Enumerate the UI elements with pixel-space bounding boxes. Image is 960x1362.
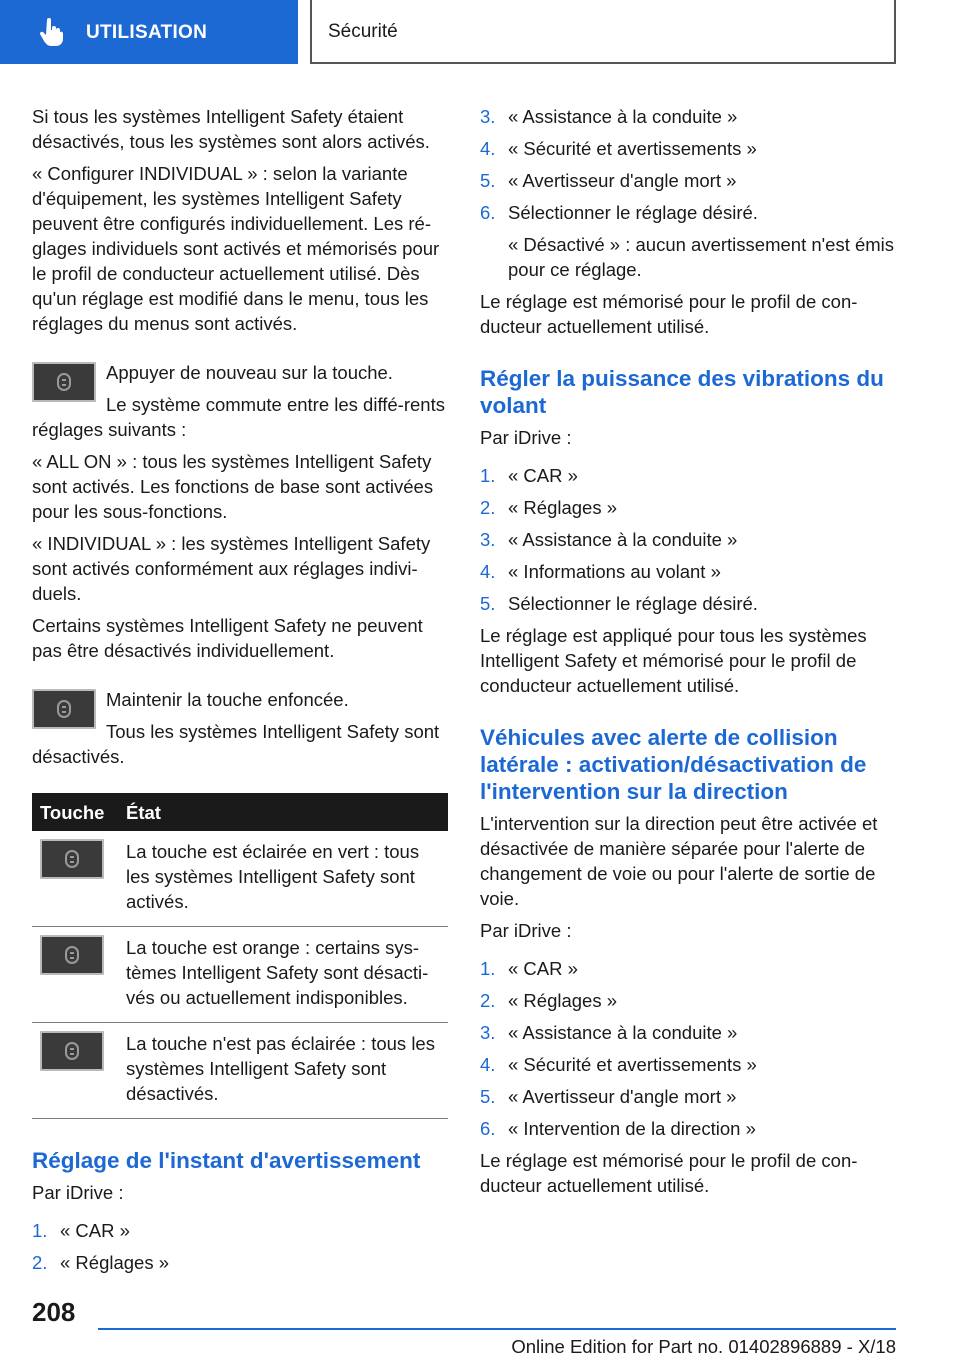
step-list bbox=[480, 956, 896, 1141]
paragraph: « ALL ON » : tous les systèmes Intelligent Safety sont activés. Les fonctions de base sont activées pour les sous-fonctions. bbox=[32, 451, 434, 522]
table-cell-state: La touche est orange : certains sys‐tèmes Intelligent Safety sont désacti‐vés ou actuellement indisponibles. bbox=[118, 927, 448, 1023]
table-cell-state: La touche est éclairée en vert : tous les systèmes Intelligent Safety sont activés. bbox=[118, 831, 448, 927]
table-header-row bbox=[32, 793, 448, 831]
step-list bbox=[480, 104, 896, 225]
table-row bbox=[32, 1023, 448, 1119]
list-item: 3. « Assistance à la conduite » bbox=[480, 529, 738, 550]
intelligent-safety-button-icon bbox=[40, 839, 104, 879]
page-number: 208 bbox=[32, 1297, 76, 1327]
step-list bbox=[32, 1218, 448, 1275]
instruction-text: Maintenir la touche enfoncée. bbox=[106, 689, 349, 710]
table-row bbox=[32, 831, 448, 927]
list-item: 2. « Réglages » bbox=[480, 990, 618, 1011]
list-item: 5. Sélectionner le réglage désiré. bbox=[480, 593, 758, 614]
section-heading: Régler la puissance des vibrations du volant bbox=[480, 366, 884, 418]
intelligent-safety-button-icon bbox=[32, 689, 96, 729]
instruction-text: Tous les systèmes Intelligent Safety sont désactivés. bbox=[32, 721, 440, 767]
right-column bbox=[480, 104, 896, 1205]
list-item: 4. « Informations au volant » bbox=[480, 561, 721, 582]
paragraph: Par iDrive : bbox=[32, 1182, 124, 1203]
list-item: 5. « Avertisseur d'angle mort » bbox=[480, 1086, 737, 1107]
table-cell-state: La touche n'est pas éclairée : tous les systèmes Intelligent Safety sont désactivés. bbox=[118, 1023, 448, 1119]
list-item: 1. « CAR » bbox=[480, 958, 578, 979]
hand-pointer-icon bbox=[36, 17, 66, 47]
section-heading: Réglage de l'instant d'avertissement bbox=[32, 1148, 421, 1173]
footer-divider bbox=[98, 1328, 896, 1330]
left-column bbox=[32, 104, 448, 1282]
instruction-text: Le système commute entre les diffé‐rents réglages suivants : bbox=[32, 394, 445, 440]
paragraph: Le réglage est mémorisé pour le profil de con‐ducteur actuellement utilisé. bbox=[480, 1150, 858, 1196]
paragraph: Le réglage est mémorisé pour le profil de con‐ducteur actuellement utilisé. bbox=[480, 291, 858, 337]
step-note: « Désactivé » : aucun avertissement n'est émis pour ce réglage. bbox=[508, 234, 895, 280]
paragraph: Par iDrive : bbox=[480, 427, 572, 448]
list-item: 4. « Sécurité et avertissements » bbox=[480, 1054, 757, 1075]
intelligent-safety-button-icon bbox=[32, 362, 96, 402]
table-header-touche: Touche bbox=[32, 793, 118, 831]
paragraph: « Configurer INDIVIDUAL » : selon la variante d'équipement, les systèmes Intelligent Safety peuvent être configurés individuellement. Les ré‐glages individuels sont activés et mémorisés pour le profil de conducteur actuellement utilisé. Dès qu'un réglage est modifié dans le menu, tous les réglages du menus sont activés. bbox=[32, 163, 440, 334]
list-item: 6. Sélectionner le réglage désiré. bbox=[480, 202, 758, 223]
chapter-tab-label: UTILISATION bbox=[86, 21, 208, 43]
intelligent-safety-button-icon bbox=[40, 935, 104, 975]
paragraph: Certains systèmes Intelligent Safety ne peuvent pas être désactivés individuellement. bbox=[32, 615, 423, 661]
list-item: 3. « Assistance à la conduite » bbox=[480, 106, 738, 127]
button-state-table bbox=[32, 793, 448, 1119]
section-heading: Véhicules avec alerte de collision latérale : activation/désactivation de l'intervention sur la direction bbox=[480, 725, 867, 804]
list-item: 4. « Sécurité et avertissements » bbox=[480, 138, 757, 159]
table-header-etat: État bbox=[118, 793, 448, 831]
icon-instruction-block bbox=[32, 360, 448, 442]
instruction-text: Appuyer de nouveau sur la touche. bbox=[106, 362, 393, 383]
intelligent-safety-button-icon bbox=[40, 1031, 104, 1071]
list-item: 2. « Réglages » bbox=[480, 497, 618, 518]
paragraph: Par iDrive : bbox=[480, 920, 572, 941]
paragraph: « INDIVIDUAL » : les systèmes Intelligent Safety sont activés conformément aux réglages indivi‐duels. bbox=[32, 533, 431, 604]
paragraph: Le réglage est appliqué pour tous les systèmes Intelligent Safety et mémorisé pour le profil de conducteur actuellement utilisé. bbox=[480, 625, 867, 696]
section-title: Sécurité bbox=[310, 0, 896, 64]
icon-instruction-block bbox=[32, 687, 448, 769]
paragraph: L'intervention sur la direction peut être activée et désactivée de manière séparée pour l'alerte de changement de voie ou pour l'alerte de sortie de voie. bbox=[480, 813, 878, 909]
step-list bbox=[480, 463, 896, 616]
list-item: 5. « Avertisseur d'angle mort » bbox=[480, 170, 737, 191]
list-item: 2. « Réglages » bbox=[32, 1252, 170, 1273]
list-item: 3. « Assistance à la conduite » bbox=[480, 1022, 738, 1043]
table-row bbox=[32, 927, 448, 1023]
chapter-tab bbox=[0, 0, 298, 64]
list-item: 6. « Intervention de la direction » bbox=[480, 1118, 756, 1139]
list-item: 1. « CAR » bbox=[480, 465, 578, 486]
paragraph: Si tous les systèmes Intelligent Safety étaient désactivés, tous les systèmes sont alors activés. bbox=[32, 106, 430, 152]
edition-note: Online Edition for Part no. 01402896889 - X/18 bbox=[511, 1336, 896, 1357]
list-item: 1. « CAR » bbox=[32, 1220, 130, 1241]
